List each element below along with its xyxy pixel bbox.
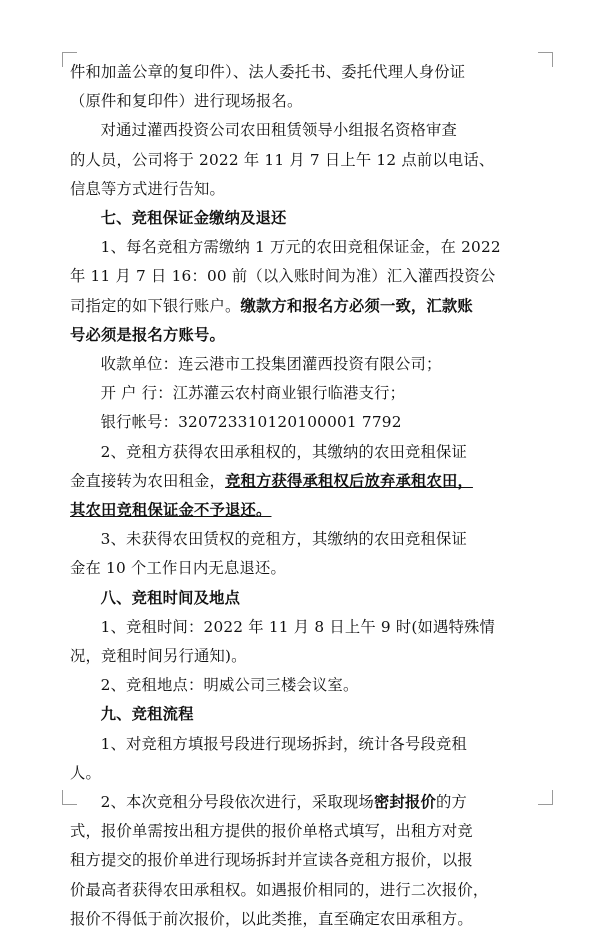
text-line: 况，竞租时间另行通知)。 — [70, 647, 247, 666]
section-heading-7: 七、竞租保证金缴纳及退还 — [100, 209, 287, 228]
text-line-bold: 号必须是报名方账号。 — [70, 325, 225, 344]
text-line-account: 银行帐号：320723310120100001 7792 — [100, 413, 402, 432]
document-body — [70, 58, 548, 934]
text-line-mixed — [70, 292, 548, 321]
text-line: 年 11 月 7 日 16：00 前（以入账时间为准）汇入灌西投资公 — [70, 267, 496, 286]
text-line-mixed — [70, 788, 548, 817]
text-run: 司指定的如下银行账户。 — [70, 296, 241, 315]
text-line: 1、对竞租方填报号段进行现场拆封，统计各号段竞租 — [100, 734, 467, 753]
text-line: 报价不得低于前次报价，以此类推，直至确定农田承租方。 — [70, 909, 473, 928]
text-run: 金直接转为农田租金， — [70, 471, 225, 490]
text-line: 式，报价单需按出租方提供的报价单格式填写，出租方对竞 — [70, 822, 473, 841]
text-line-bold-underline: 其农田竞租保证金不予退还。 — [70, 501, 272, 520]
text-line: 2、竞租地点：明威公司三楼会议室。 — [100, 676, 359, 695]
text-run: 2、本次竞租分号段依次进行，采取现场 — [100, 793, 374, 812]
text-line: 价最高者获得农田承租权。如遇报价相同的，进行二次报价， — [70, 880, 489, 899]
text-line: 2、竞租方获得农田承租权的，其缴纳的农田竞租保证 — [100, 442, 467, 461]
text-line: 3、未获得农田赁权的竞租方，其缴纳的农田竞租保证 — [100, 530, 467, 549]
text-line: 的人员，公司将于 2022 年 11 月 7 日上午 12 点前以电话、 — [70, 150, 495, 169]
text-line-mixed — [70, 467, 548, 496]
text-line: 1、每名竞租方需缴纳 1 万元的农田竞租保证金，在 2022 — [100, 238, 501, 257]
text-line: 租方提交的报价单进行现场拆封并宣读各竞租方报价，以报 — [70, 851, 473, 870]
text-line: 件和加盖公章的复印件）、法人委托书、委托代理人身份证 — [70, 63, 466, 81]
text-run-bold: 缴款方和报名方必须一致，汇款账 — [240, 296, 473, 315]
text-line-bank: 开 户 行：江苏灌云农村商业银行临港支行； — [100, 384, 406, 403]
text-run-bold: 密封报价 — [373, 793, 436, 812]
text-run-bold-underline: 竞租方获得承租权后放弃承租农田， — [224, 471, 473, 490]
section-heading-8: 八、竞租时间及地点 — [100, 588, 241, 607]
text-line: 信息等方式进行告知。 — [70, 179, 225, 198]
text-line: 人。 — [70, 763, 101, 782]
text-line-payee: 收款单位：连云港市工投集团灌西投资有限公司； — [100, 355, 442, 374]
text-run: 的方 — [435, 793, 467, 812]
text-line: 金在 10 个工作日内无息退还。 — [70, 559, 286, 578]
text-line: 1、竞租时间：2022 年 11 月 8 日上午 9 时(如遇特殊情 — [100, 617, 496, 636]
text-line: 对通过灌西投资公司农田租赁领导小组报名资格审查 — [100, 121, 458, 140]
section-heading-9: 九、竞租流程 — [100, 705, 194, 724]
text-line: （原件和复印件）进行现场报名。 — [70, 92, 303, 111]
